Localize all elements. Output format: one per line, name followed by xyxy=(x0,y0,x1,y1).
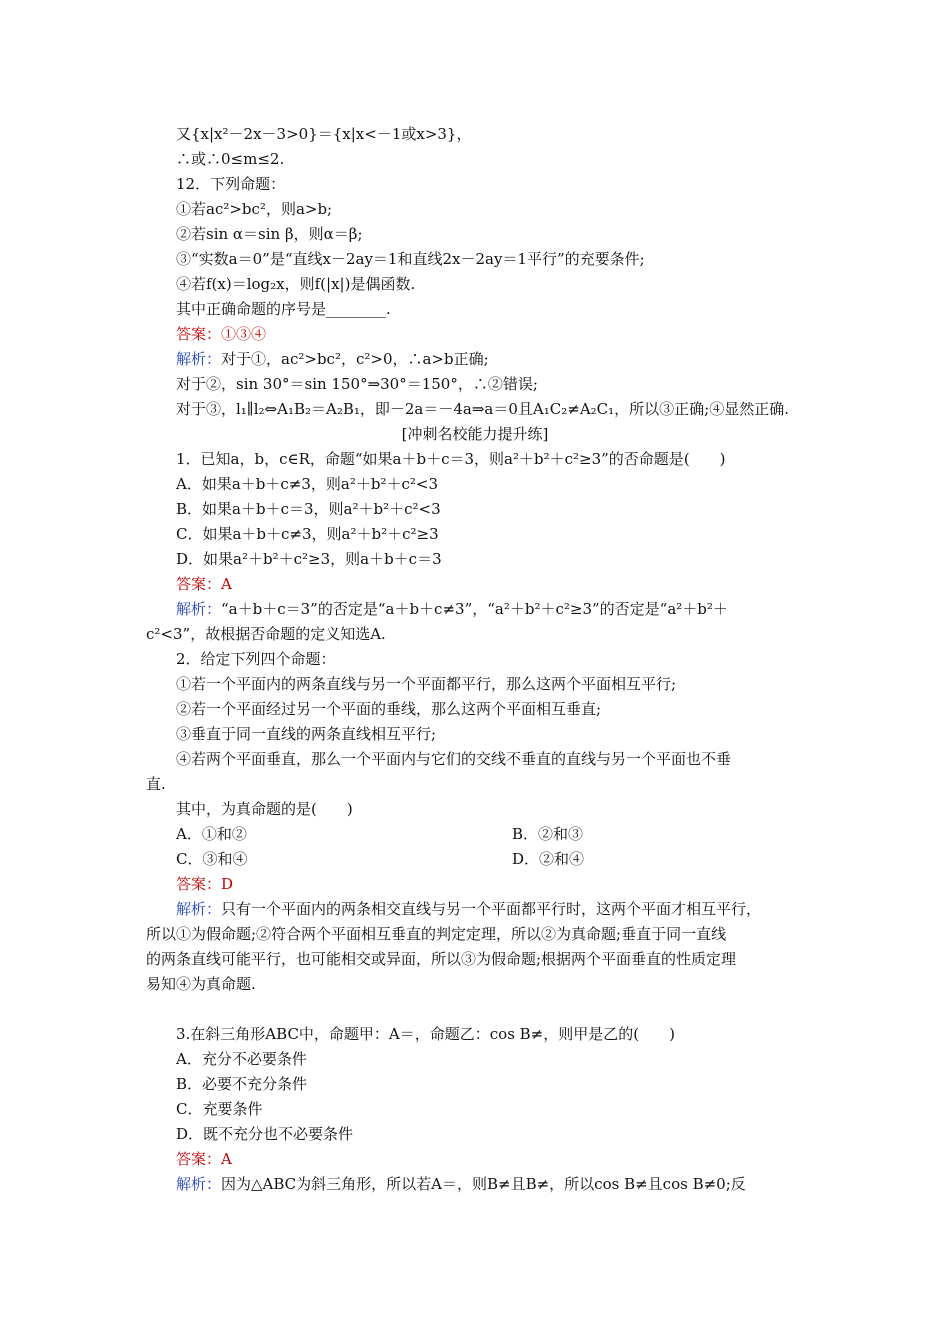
question-12: 12．下列命题： xyxy=(176,175,286,193)
text-line: 对于②，sin 30°＝sin 150°⇒30°＝150°，∴②错误; xyxy=(176,375,538,393)
answer-line xyxy=(176,572,232,597)
answer-line xyxy=(176,1147,232,1172)
text-line: 又{x|x²－2x－3>0}＝{x|x<－1或x>3}， xyxy=(176,125,472,143)
explanation-label: 解析： xyxy=(176,350,222,368)
question-1: 1．已知a，b，c∈R，命题“如果a＋b＋c＝3，则a²＋b²＋c²≥3”的否命题是( ) xyxy=(176,450,726,468)
text-line: ①若ac²>bc²，则a>b; xyxy=(176,200,333,218)
text-line: ①若一个平面内的两条直线与另一个平面都平行，那么这两个平面相互平行; xyxy=(176,675,677,693)
text-line: ②若一个平面经过另一个平面的垂线，那么这两个平面相互垂直; xyxy=(176,700,602,718)
option-b: B．如果a＋b＋c＝3，则a²＋b²＋c²<3 xyxy=(176,500,441,518)
text-line: 的两条直线可能平行，也可能相交或异面，所以③为假命题;根据两个平面垂直的性质定理 xyxy=(146,950,737,968)
text-line: 其中正确命题的序号是________. xyxy=(176,300,391,318)
explanation-text: 因为△ABC为斜三角形，所以若A＝，则B≠且B≠，所以cos B≠且cos B≠0;反 xyxy=(221,1175,746,1193)
option-a: A．充分不必要条件 xyxy=(176,1050,307,1068)
option-b: B．必要不充分条件 xyxy=(176,1075,308,1093)
text-line: 直. xyxy=(146,775,166,793)
option-d: D．如果a²＋b²＋c²≥3，则a＋b＋c＝3 xyxy=(176,550,442,568)
explanation-label: 解析： xyxy=(176,1175,222,1193)
answer-line xyxy=(176,872,233,897)
option-c: C．充要条件 xyxy=(176,1100,263,1118)
text-line: 所以①为假命题;②符合两个平面相互垂直的判定定理，所以②为真命题;垂直于同一直线 xyxy=(146,925,727,943)
text-line: 易知④为真命题. xyxy=(146,975,256,993)
answer-label: 答案： xyxy=(176,325,222,343)
answer-value: A xyxy=(221,575,232,593)
explanation-label: 解析： xyxy=(176,600,222,618)
text-line: ③“实数a＝0”是“直线x－2ay＝1和直线2x－2ay＝1平行”的充要条件; xyxy=(176,250,645,268)
explanation-text: “a＋b＋c＝3”的否定是“a＋b＋c≠3”，“a²＋b²＋c²≥3”的否定是“a²＋b²＋ xyxy=(221,600,728,618)
explanation-text: 只有一个平面内的两条相交直线与另一个平面都平行时，这两个平面才相互平行， xyxy=(221,900,762,918)
text-line: ∴或∴0≤m≤2. xyxy=(176,150,285,168)
text-line: 对于③，l₁∥l₂⇔A₁B₂＝A₂B₁，即－2a＝－4a⇒a＝0且A₁C₂≠A₂C₁，所以③正确;④显然正确. xyxy=(176,400,789,418)
answer-value: ①③④ xyxy=(221,325,267,343)
explanation-line xyxy=(176,597,728,622)
answer-line xyxy=(176,322,266,347)
question-3: 3.在斜三角形ABC中，命题甲：A＝，命题乙：cos B≠，则甲是乙的( ) xyxy=(176,1025,675,1043)
text-line: ④若f(x)＝log₂x，则f(|x|)是偶函数. xyxy=(176,275,416,293)
option-d: D．②和④ xyxy=(512,850,585,868)
option-d: D．既不充分也不必要条件 xyxy=(176,1125,354,1143)
option-c: C．如果a＋b＋c≠3，则a²＋b²＋c²≥3 xyxy=(176,525,439,543)
option-c: C．③和④ xyxy=(176,850,248,868)
text-line: c²<3”，故根据否命题的定义知选A. xyxy=(146,625,386,643)
explanation-label: 解析： xyxy=(176,900,222,918)
text-line: 其中，为真命题的是( ) xyxy=(176,800,353,818)
section-title: [冲刺名校能力提升练] xyxy=(401,425,549,443)
question-2: 2．给定下列四个命题： xyxy=(176,650,336,668)
answer-label: 答案： xyxy=(176,875,222,893)
option-b: B．②和③ xyxy=(512,825,584,843)
option-a: A．如果a＋b＋c≠3，则a²＋b²＋c²<3 xyxy=(176,475,438,493)
answer-label: 答案： xyxy=(176,575,222,593)
explanation-line xyxy=(176,347,489,372)
explanation-line xyxy=(176,1172,746,1197)
text-line: ④若两个平面垂直，那么一个平面内与它们的交线不垂直的直线与另一个平面也不垂 xyxy=(176,750,732,768)
answer-value: D xyxy=(221,875,234,893)
text-line: ③垂直于同一直线的两条直线相互平行; xyxy=(176,725,437,743)
explanation-line xyxy=(176,897,761,922)
text-line: ②若sin α＝sin β，则α＝β; xyxy=(176,225,363,243)
answer-label: 答案： xyxy=(176,1150,222,1168)
option-a: A．①和② xyxy=(176,825,247,843)
explanation-text: 对于①，ac²>bc²，c²>0，∴a>b正确; xyxy=(221,350,489,368)
answer-value: A xyxy=(221,1150,232,1168)
